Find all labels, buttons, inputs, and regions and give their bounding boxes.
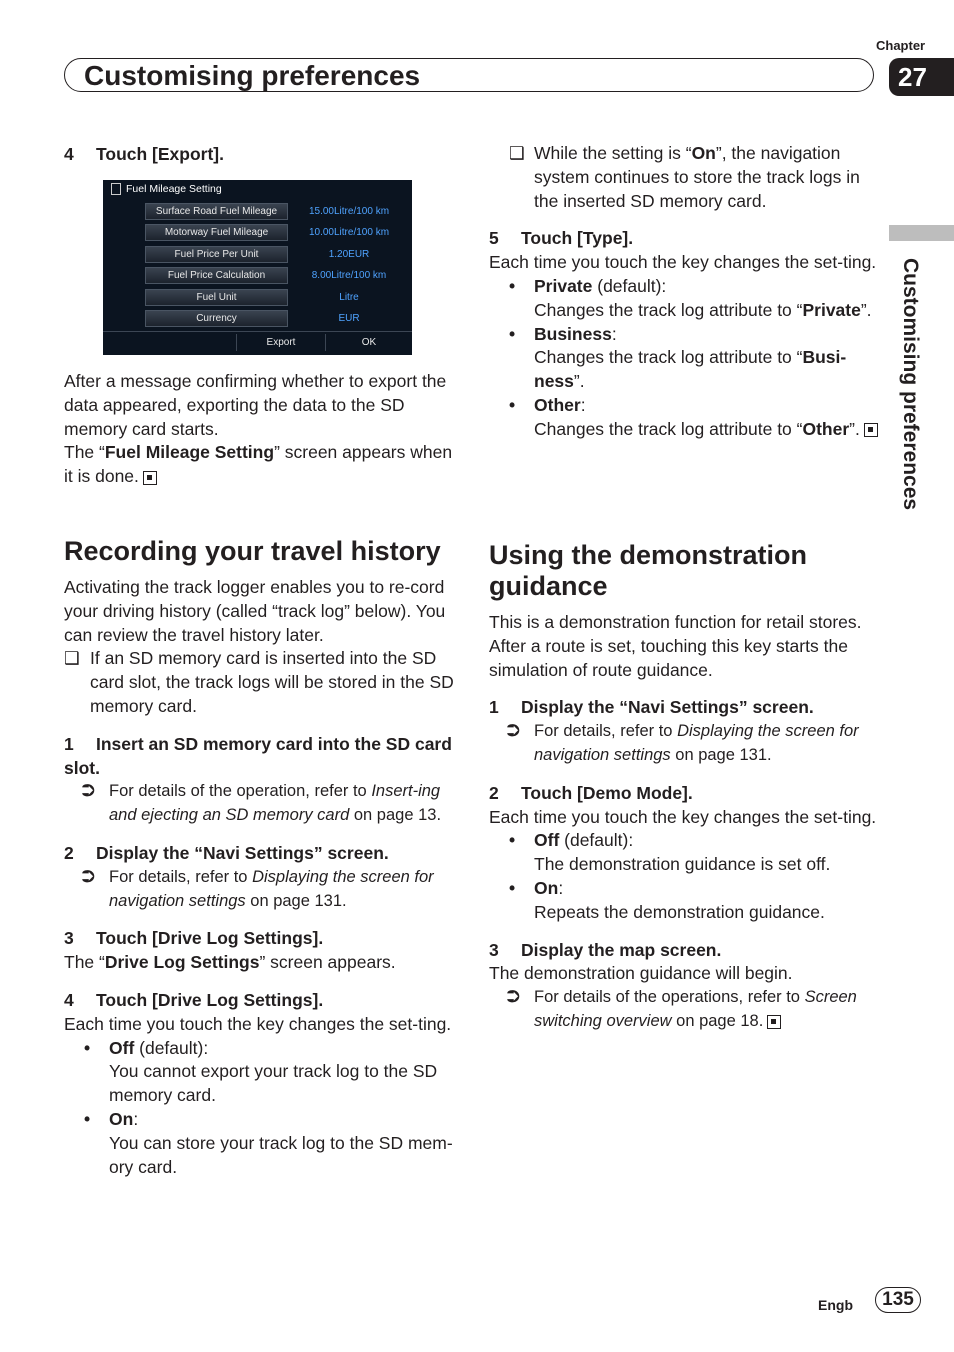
side-tab-label: Customising preferences <box>899 258 922 511</box>
footer-language: Engb <box>818 1297 853 1313</box>
export-para: After a message confirming whether to export the data appeared, exporting the data to the SD memory card starts. <box>64 371 447 439</box>
bullet-icon: • <box>509 275 516 296</box>
option-off: • Off (default): <box>64 1037 456 1061</box>
screenshot-row: Fuel Price Per Unit 1.20EUR <box>145 246 403 264</box>
demo-option-off-desc: The demonstration guidance is set off. <box>534 854 831 875</box>
screenshot-ok-button: OK <box>325 334 412 351</box>
option-business-desc: Changes the track log attribute to “Busi-ness”. <box>534 347 847 392</box>
recording-heading: Recording your travel history <box>64 536 441 566</box>
arrow-icon: ⮊ <box>507 988 520 1007</box>
recording-section <box>64 536 456 1179</box>
bullet-icon: • <box>509 877 516 898</box>
step-5-body: Each time you touch the key changes the set-ting. <box>489 252 877 273</box>
demo-heading: Using the demonstration guidance <box>489 540 808 601</box>
screenshot-export-button: Export <box>236 334 325 351</box>
option-off-desc: You cannot export your track log to the SD memory card. <box>109 1061 438 1106</box>
demo-section <box>489 540 879 1034</box>
arrow-icon: ⮊ <box>82 782 95 801</box>
option-private: • Private (default): <box>489 275 879 299</box>
step-4-body: Each time you touch the key changes the set-ting. <box>64 1013 452 1034</box>
recording-intro: Activating the track logger enables you to re-cord your driving history (called “track log” below). You can review the travel history later. <box>64 577 446 645</box>
demo-step-2-body: Each time you touch the key changes the set-ting. <box>489 806 877 827</box>
step-1-ref: ⮊ For details of the operation, refer to Insert-ing and ejecting an SD memory card on page 13. <box>82 782 442 825</box>
bullet-icon: • <box>84 1108 91 1129</box>
demo-step-1-ref: ⮊ For details, refer to Displaying the screen for navigation settings on page 131. <box>507 722 859 764</box>
screenshot-footer <box>103 331 412 352</box>
fuel-pump-icon <box>111 183 121 195</box>
step-3-body: The “Drive Log Settings” screen appears. <box>64 952 396 973</box>
arrow-icon: ⮊ <box>507 722 520 741</box>
bullet-icon: • <box>509 394 516 415</box>
screenshot-row: Currency EUR <box>145 310 403 328</box>
appears-para: The “Fuel Mileage Setting” screen appears when it is done. <box>64 442 453 487</box>
left-column-body <box>64 370 454 489</box>
demo-option-off: • Off (default): <box>489 829 879 853</box>
setting-note: ❑ While the setting is “On”, the navigation system continues to store the track logs in the inserted SD memory card. <box>509 143 860 211</box>
screenshot-title: Fuel Mileage Setting <box>111 183 222 195</box>
screenshot-row: Motorway Fuel Mileage 10.00Litre/100 km <box>145 224 403 242</box>
page-title: Customising preferences <box>84 60 421 91</box>
recording-note: ❑ If an SD memory card is inserted into the SD card slot, the track logs will be stored in the SD memory card. <box>64 648 454 716</box>
end-mark-icon <box>864 423 878 437</box>
end-mark-icon <box>143 471 157 485</box>
demo-option-on: • On: <box>489 877 879 901</box>
note-checkbox-icon: ❑ <box>509 143 525 163</box>
end-mark-icon <box>767 1015 781 1029</box>
option-other-desc: Changes the track log attribute to “Other”. <box>489 418 879 442</box>
chapter-label: Chapter <box>876 38 926 53</box>
option-business: • Business: <box>489 323 879 347</box>
demo-step-3-body: The demonstration guidance will begin. <box>489 963 793 984</box>
chapter-number: 27 <box>889 58 954 96</box>
demo-step-3-ref: ⮊ For details of the operations, refer to Screen switching overview on page 18. <box>507 988 857 1030</box>
screenshot-row: Fuel Price Calculation 8.00Litre/100 km <box>145 267 403 285</box>
step-2: 2 Display the “Navi Settings” screen. <box>64 842 389 863</box>
page-number: 135 <box>875 1287 921 1313</box>
note-checkbox-icon: ❑ <box>64 648 80 669</box>
demo-step-3: 3 Display the map screen. <box>489 939 722 960</box>
step-export: 4 Touch [Export]. <box>64 144 224 164</box>
step-1: 1 Insert an SD memory card into the SD card slot. <box>64 733 452 778</box>
demo-option-on-desc: Repeats the demonstration guidance. <box>534 901 825 922</box>
right-column <box>489 142 879 442</box>
bullet-icon: • <box>509 830 516 851</box>
demo-intro: This is a demonstration function for retail stores. After a route is set, touching this key starts the simulation of route guidance. <box>489 612 862 680</box>
bullet-icon: • <box>509 323 516 344</box>
step-3: 3 Touch [Drive Log Settings]. <box>64 928 324 949</box>
step-5: 5 Touch [Type]. <box>489 228 634 249</box>
screenshot-row: Surface Road Fuel Mileage 15.00Litre/100 km <box>145 203 403 221</box>
step-4: 4 Touch [Drive Log Settings]. <box>64 989 324 1010</box>
demo-step-2: 2 Touch [Demo Mode]. <box>489 782 693 803</box>
fuel-mileage-screenshot <box>103 180 412 355</box>
option-on-desc: You can store your track log to the SD mem-ory card. <box>109 1132 453 1177</box>
arrow-icon: ⮊ <box>82 867 95 886</box>
left-column <box>64 143 454 167</box>
screenshot-row: Fuel Unit Litre <box>145 289 403 307</box>
option-on: • On: <box>64 1108 456 1132</box>
demo-step-1: 1 Display the “Navi Settings” screen. <box>489 697 814 718</box>
option-private-desc: Changes the track log attribute to “Private”. <box>534 299 872 320</box>
bullet-icon: • <box>84 1037 91 1058</box>
step-2-ref: ⮊ For details, refer to Displaying the screen for navigation settings on page 131. <box>82 867 434 910</box>
side-tab-marker <box>889 225 954 241</box>
option-other: • Other: <box>489 394 879 418</box>
